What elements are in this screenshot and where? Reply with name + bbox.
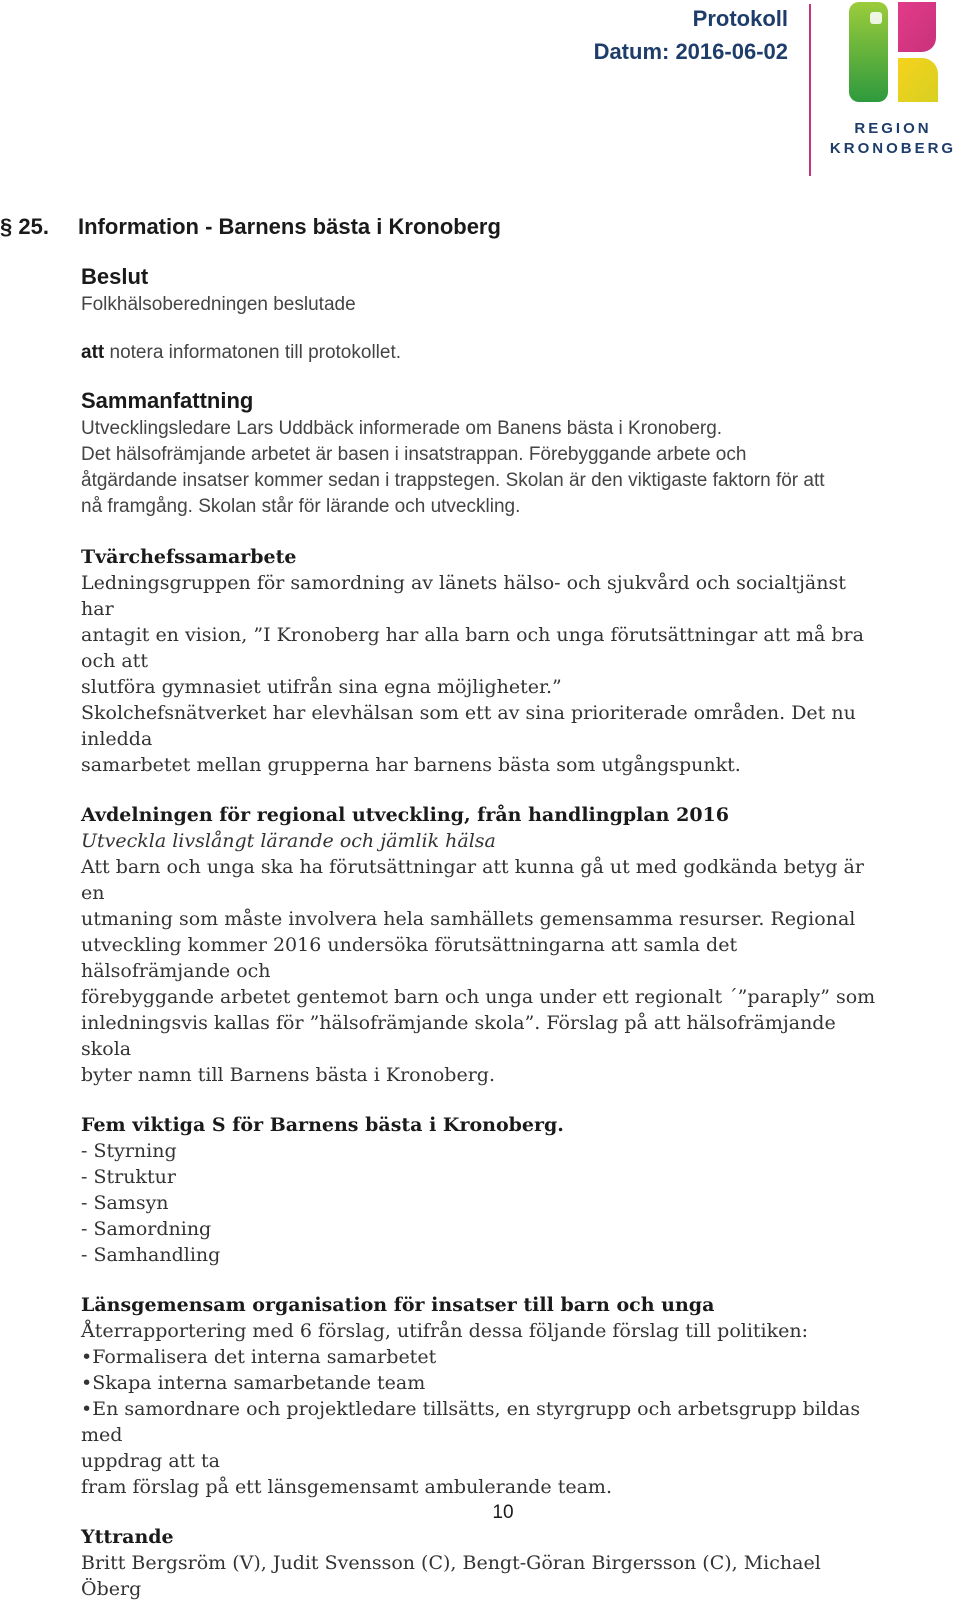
section-number: § 25. (0, 214, 49, 239)
list-item: •En samordnare och projektledare tillsätts, en styrgrupp och arbetsgrupp bildas med (81, 1398, 861, 1446)
paragraph-line: Återrapportering med 6 förslag, utifrån dessa följande förslag till politiken: (81, 1320, 809, 1342)
list-item: - Samordning (81, 1218, 212, 1240)
lans-section (81, 1292, 881, 1500)
paragraph-line: byter namn till Barnens bästa i Kronoberg. (81, 1064, 495, 1086)
logo-text-region: REGION (854, 120, 932, 137)
document-type: Protokoll (692, 6, 788, 31)
section-title: Information - Barnens bästa i Kronoberg (78, 214, 501, 239)
section-heading (0, 214, 501, 240)
beslut-section (81, 262, 881, 366)
sammanfattning-heading: Sammanfattning (81, 388, 254, 413)
avdelningen-subheading: Utveckla livslångt lärande och jämlik hälsa (81, 830, 496, 852)
att-text: notera informatonen till protokollet. (104, 342, 402, 363)
paragraph-line: Ledningsgruppen för samordning av länets hälso- och sjukvård och socialtjänst har (81, 572, 846, 620)
header-divider (809, 4, 811, 176)
logo-yellow-shape (898, 58, 938, 102)
list-item: - Styrning (81, 1140, 177, 1162)
paragraph-line: Att barn och unga ska ha förutsättningar att kunna gå ut med godkända betyg är en (81, 856, 864, 904)
paragraph-line: Det hälsofrämjande arbetet är basen i insatstrappan. Förebyggande arbete och (81, 444, 747, 465)
logo-pink-shape (898, 2, 936, 52)
paragraph-line: uppdrag att ta (81, 1450, 220, 1472)
yttrande-text: Britt Bergsröm (V), Judit Svensson (C), Bengt-Göran Birgersson (C), Michael Öberg (81, 1552, 821, 1600)
logo-text-kronoberg: KRONOBERG (829, 140, 957, 157)
paragraph-line: slutföra gymnasiet utifrån sina egna möjligheter.” (81, 676, 562, 698)
paragraph-line: utmaning som måste involvera hela samhällets gemensamma resurser. Regional (81, 908, 856, 930)
paragraph-line: nå framgång. Skolan står för lärande och utveckling. (81, 496, 521, 517)
region-kronoberg-logo (820, 0, 960, 160)
paragraph-line: åtgärdande insatser kommer sedan i trappstegen. Skolan är den viktigaste faktorn för att (81, 470, 825, 491)
document-body (81, 262, 881, 1602)
beslut-heading: Beslut (81, 264, 149, 289)
yttrande-section (81, 1524, 881, 1602)
lans-heading: Länsgemensam organisation för insatser till barn och unga (81, 1294, 715, 1316)
fem-section (81, 1112, 881, 1268)
list-item: - Samhandling (81, 1244, 221, 1266)
list-item: •Formalisera det interna samarbetet (81, 1346, 437, 1368)
tvarchef-heading: Tvärchefssamarbete (81, 546, 297, 568)
paragraph-line: antagit en vision, ”I Kronoberg har alla barn och unga förutsättningar att må bra och att (81, 624, 864, 672)
list-item: •Skapa interna samarbetande team (81, 1372, 426, 1394)
avdelningen-heading: Avdelningen för regional utveckling, från handlingplan 2016 (81, 804, 729, 826)
beslut-text: Folkhälsoberedningen beslutade (81, 294, 356, 315)
avdelningen-section (81, 802, 881, 1088)
paragraph-line: samarbetet mellan grupperna har barnens bästa som utgångspunkt. (81, 754, 741, 776)
paragraph-line: utveckling kommer 2016 undersöka förutsättningarna att samla det hälsofrämjande och (81, 934, 738, 982)
att-keyword: att (81, 342, 105, 363)
paragraph-line: Utvecklingsledare Lars Uddbäck informerade om Banens bästa i Kronoberg. (81, 418, 723, 439)
page-number: 10 (492, 1502, 514, 1523)
document-date: Datum: 2016-06-02 (593, 39, 788, 64)
paragraph-line: inledningsvis kallas för ”hälsofrämjande skola”. Förslag på att hälsofrämjande skola (81, 1012, 836, 1060)
paragraph-line: fram förslag på ett länsgemensamt ambulerande team. (81, 1476, 612, 1498)
paragraph-line: Skolchefsnätverket har elevhälsan som ett av sina prioriterade områden. Det nu inledda (81, 702, 856, 750)
list-item: - Struktur (81, 1166, 176, 1188)
yttrande-heading: Yttrande (81, 1526, 174, 1548)
fem-heading: Fem viktiga S för Barnens bästa i Kronoberg. (81, 1114, 564, 1136)
paragraph-line: förebyggande arbetet gentemot barn och unga under ett regionalt ´”paraply” som (81, 986, 876, 1008)
beslut-att (81, 340, 881, 366)
sammanfattning-section (81, 386, 881, 520)
tvarchef-section (81, 544, 881, 778)
logo-green-shape (849, 2, 888, 102)
list-item: - Samsyn (81, 1192, 169, 1214)
